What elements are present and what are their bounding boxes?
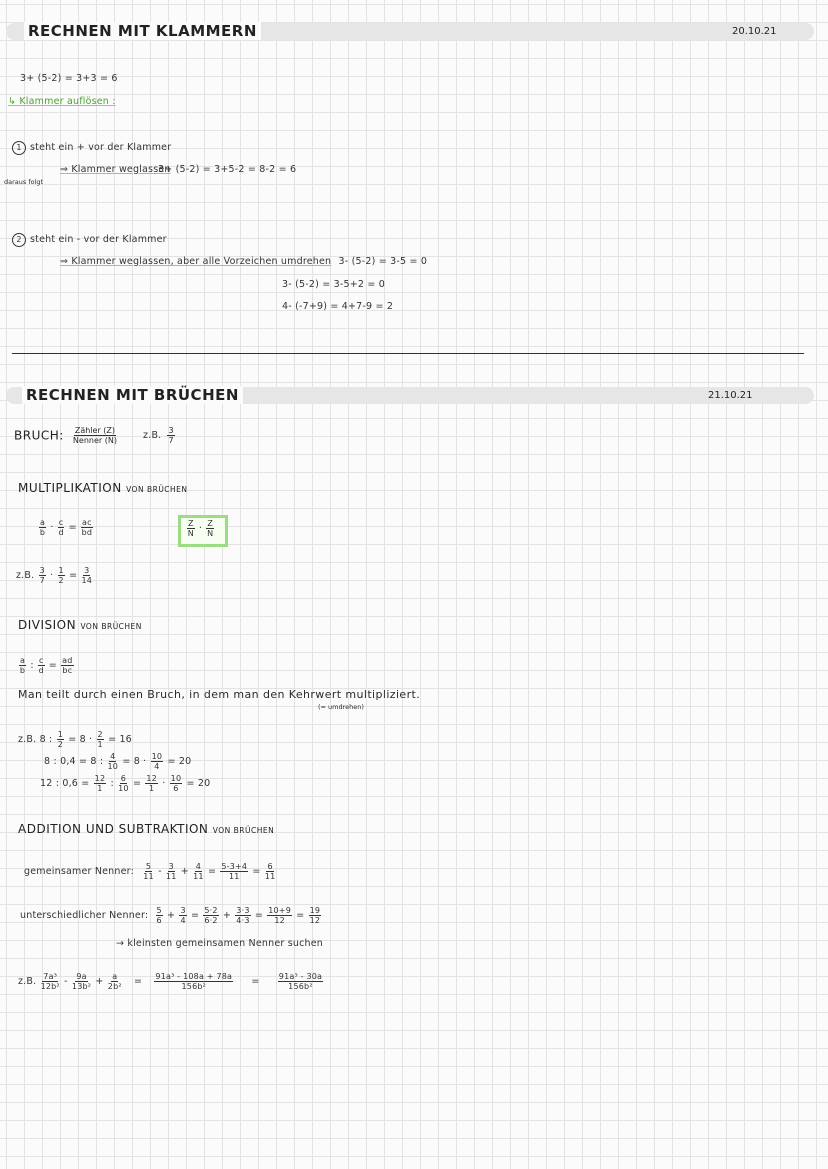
div-ex3-d3: 1 bbox=[149, 784, 155, 793]
zaehler-label: Zähler (Z) bbox=[74, 426, 115, 435]
div-ex3-op2: = bbox=[132, 778, 142, 789]
div-ex1-left: 8 : bbox=[39, 734, 53, 745]
rule1-example: 3+ (5-2) = 3+5-2 = 8-2 = 6 bbox=[158, 164, 297, 175]
alg-d3: 2b² bbox=[107, 982, 122, 991]
alg-n4: 91a³ - 108a + 78a bbox=[155, 972, 233, 981]
div-ex3-left: 12 : 0,6 = bbox=[40, 778, 90, 789]
bruch-definition bbox=[14, 425, 176, 445]
div-ex2-d2: 4 bbox=[154, 762, 160, 771]
add-heading bbox=[18, 822, 274, 836]
unt-d6: 12 bbox=[309, 916, 321, 925]
mult-rule-b: b bbox=[39, 528, 46, 537]
mult-ex-a: 3 bbox=[39, 566, 45, 575]
section1-date: 20.10.21 bbox=[732, 26, 777, 37]
bruch-zb: z.B. bbox=[143, 430, 162, 441]
rule2-line bbox=[60, 256, 427, 267]
alg-d2: 13b² bbox=[71, 982, 92, 991]
div-rule-bc: bc bbox=[62, 666, 73, 675]
mult-ex-d: 2 bbox=[58, 576, 64, 585]
add-title: ADDITION UND SUBTRAKTION bbox=[18, 822, 209, 836]
gem-label: gemeinsamer Nenner: bbox=[24, 866, 135, 877]
alg-n5: 91a³ - 30a bbox=[278, 972, 323, 981]
div-ex2-n1: 4 bbox=[110, 752, 116, 761]
unt-d2: 4 bbox=[180, 916, 186, 925]
gem-d5: 11 bbox=[264, 872, 276, 881]
div-example-1 bbox=[18, 730, 132, 749]
bruch-zb-frac bbox=[167, 426, 174, 445]
unt-d5: 12 bbox=[274, 916, 285, 925]
gem-n3: 4 bbox=[195, 862, 202, 871]
gem-d4: 11 bbox=[228, 872, 240, 881]
bruch-label: BRUCH: bbox=[14, 428, 64, 443]
alg-n1: 7a³ bbox=[43, 972, 58, 981]
unt-n6: 19 bbox=[309, 906, 321, 915]
mult-rule: $\frac{a}{b}$ · $\frac{c}{d}$ = $\frac{ac}{bd}$ bbox=[39, 518, 93, 537]
div-von: VON BRÜCHEN bbox=[80, 622, 142, 631]
div-ex2-mid: = 8 · bbox=[122, 756, 147, 767]
mult-rule-ac: ac bbox=[82, 518, 92, 527]
mult-title: MULTIPLIKATION bbox=[18, 481, 122, 495]
section2-title: RECHNEN MIT BRÜCHEN bbox=[22, 386, 243, 404]
rule2-example3: 4- (-7+9) = 4+7-9 = 2 bbox=[282, 301, 394, 312]
mult-ex-r2: 14 bbox=[81, 576, 93, 585]
unt-nenner-line: unterschiedlicher Nenner: $\frac{5}{6}$ + $\frac{3}{4}$ = $\frac{5\cdot 2}{6\cdot 2}$ + $\frac{3\cdot 3}{4\cdot 3}$ = $\frac{10+9}{12}$ = $\frac{19}{12}$ bbox=[20, 906, 321, 925]
rule1 bbox=[12, 141, 171, 155]
rule2-example1: 3- (5-2) = 3-5 = 0 bbox=[338, 256, 428, 267]
mult-rule-c: c bbox=[58, 518, 64, 527]
alg-example: z.B. $\frac{\text{7a³}}{\text{12b²}}$ - $\frac{9a}{\text{13b²}}$ + $\frac{a}{\text{2b²}}$ = $\frac{\text{91a³ - 108a + 78a}}{\text{156b²}}$ = $\frac{\text{91a³ - 30a}}{\text{156b²}}$ bbox=[18, 972, 323, 991]
div-ex1-n1: 1 bbox=[57, 730, 63, 739]
rule1-number: 1 bbox=[12, 141, 26, 155]
unt-d1: 6 bbox=[156, 916, 162, 925]
zn-z1: Z bbox=[188, 519, 194, 528]
div-rule-b: b bbox=[19, 666, 26, 675]
mult-ex-r1: 3 bbox=[84, 566, 90, 575]
div-ex3-n3: 12 bbox=[146, 774, 157, 783]
mult-rule-bd: bd bbox=[81, 528, 93, 537]
alg-n3: a bbox=[112, 972, 118, 981]
div-ex3-d4: 6 bbox=[173, 784, 179, 793]
zn-z2: Z bbox=[207, 519, 214, 528]
section-divider bbox=[12, 353, 804, 354]
div-ex2-n2: 10 bbox=[151, 752, 163, 761]
div-rule-ad: ad bbox=[62, 656, 73, 665]
div-text: Man teilt durch einen Bruch, in dem man den Kehrwert multipliziert. bbox=[18, 688, 421, 701]
div-rule-d: d bbox=[38, 666, 44, 675]
div-ex3-res: = 20 bbox=[186, 778, 211, 789]
gem-n1: 5 bbox=[145, 862, 152, 871]
div-ex1-zb: z.B. bbox=[18, 734, 37, 745]
unt-n1: 5 bbox=[156, 906, 162, 915]
rule2 bbox=[12, 233, 167, 247]
unt-n4: 3·3 bbox=[236, 906, 250, 915]
rule1-result: ⇒ Klammer weglassen bbox=[60, 164, 171, 175]
mult-rule-a: a bbox=[40, 518, 46, 527]
section1-example: 3+ (5-2) = 3+3 = 6 bbox=[20, 73, 118, 84]
rule2-result: ⇒ Klammer weglassen, aber alle Vorzeichen umdrehen bbox=[60, 256, 332, 267]
zn-n1: N bbox=[187, 529, 194, 538]
kgv-note: → kleinsten gemeinsamen Nenner suchen bbox=[116, 938, 323, 949]
mult-ex-zb: z.B. bbox=[16, 570, 35, 581]
rule2-text: steht ein - vor der Klammer bbox=[30, 234, 167, 245]
div-heading bbox=[18, 618, 142, 632]
div-ex2-left: 8 : 0,4 = 8 : bbox=[44, 756, 104, 767]
unt-label: unterschiedlicher Nenner: bbox=[20, 910, 149, 921]
div-ex1-d2: 1 bbox=[97, 740, 103, 749]
alg-d1: 12b² bbox=[40, 982, 60, 991]
div-ex1-mid: = 8 · bbox=[68, 734, 93, 745]
div-ex3-d1: 1 bbox=[97, 784, 103, 793]
div-title: DIVISION bbox=[18, 618, 77, 632]
alg-zb: z.B. bbox=[18, 976, 37, 987]
section1-title: RECHNEN MIT KLAMMERN bbox=[24, 22, 261, 40]
alg-d5: 156b² bbox=[288, 982, 313, 991]
div-rule: $\frac{a}{b}$ : $\frac{c}{d}$ = $\frac{ad}{bc}$ bbox=[19, 656, 73, 675]
mult-von: VON BRÜCHEN bbox=[126, 485, 188, 494]
unt-d4: 4·3 bbox=[236, 916, 250, 925]
zn-n2: N bbox=[207, 529, 214, 538]
unt-d3: 6·2 bbox=[204, 916, 218, 925]
div-ex1-n2: 2 bbox=[97, 730, 103, 739]
gem-d2: 11 bbox=[165, 872, 177, 881]
div-note: (= umdrehen) bbox=[318, 703, 364, 711]
div-ex1-d1: 2 bbox=[57, 740, 63, 749]
daraus-folgt-note: daraus folgt bbox=[4, 178, 44, 186]
section1-arrow-note: ↳ Klammer auflösen : bbox=[8, 96, 116, 107]
div-ex3-op3: · bbox=[162, 778, 166, 789]
div-ex2-res: = 20 bbox=[167, 756, 192, 767]
mult-heading bbox=[18, 481, 188, 495]
unt-n2: 3 bbox=[180, 906, 186, 915]
div-rule-a: a bbox=[20, 656, 26, 665]
div-ex3-op1: : bbox=[110, 778, 114, 789]
rule1-text: steht ein + vor der Klammer bbox=[30, 142, 172, 153]
nenner-label: Nenner (N) bbox=[72, 436, 117, 445]
mult-ex-c: 1 bbox=[58, 566, 64, 575]
zaehler-nenner-frac bbox=[73, 426, 117, 445]
gem-nenner-line: gemeinsamer Nenner: $\frac{5}{11}$ - $\frac{3}{11}$ + $\frac{4}{11}$ = $\frac{5-3+4}{11}$ = $\frac{6}{11}$ bbox=[24, 862, 276, 881]
add-von: VON BRÜCHEN bbox=[212, 826, 275, 835]
unt-n3: 5·2 bbox=[204, 906, 218, 915]
section2-date: 21.10.21 bbox=[708, 390, 753, 401]
div-ex3-n2: 6 bbox=[120, 774, 127, 783]
gem-d3: 11 bbox=[193, 872, 204, 881]
gem-n4: 5-3+4 bbox=[221, 862, 248, 871]
rule2-number: 2 bbox=[12, 233, 26, 247]
div-example-2 bbox=[44, 752, 191, 771]
div-ex1-res: = 16 bbox=[108, 734, 132, 745]
div-ex2-d1: 10 bbox=[107, 762, 119, 771]
div-ex3-n4: 10 bbox=[170, 774, 182, 783]
gem-n5: 6 bbox=[267, 862, 273, 871]
bruch-zb-num: 3 bbox=[168, 426, 174, 435]
unt-n5: 10+9 bbox=[268, 906, 291, 915]
mult-example: z.B. $\frac{3}{7}$ · $\frac{1}{2}$ = $\frac{3}{14}$ bbox=[16, 566, 93, 585]
div-ex3-n1: 12 bbox=[94, 774, 106, 783]
alg-n2: 9a bbox=[76, 972, 87, 981]
mult-rule-d: d bbox=[58, 528, 64, 537]
div-rule-c: c bbox=[38, 656, 44, 665]
gem-n2: 3 bbox=[168, 862, 174, 871]
zn-box-content: $\frac{Z}{N}$ · $\frac{Z}{N}$ bbox=[187, 519, 214, 538]
mult-ex-b: 7 bbox=[39, 576, 45, 585]
rule2-example2: 3- (5-2) = 3-5+2 = 0 bbox=[282, 279, 385, 290]
div-example-3 bbox=[40, 774, 210, 793]
div-ex3-d2: 10 bbox=[118, 784, 129, 793]
gem-d1: 11 bbox=[143, 872, 154, 881]
alg-d4: 156b² bbox=[181, 982, 207, 991]
bruch-zb-den: 7 bbox=[168, 436, 174, 445]
